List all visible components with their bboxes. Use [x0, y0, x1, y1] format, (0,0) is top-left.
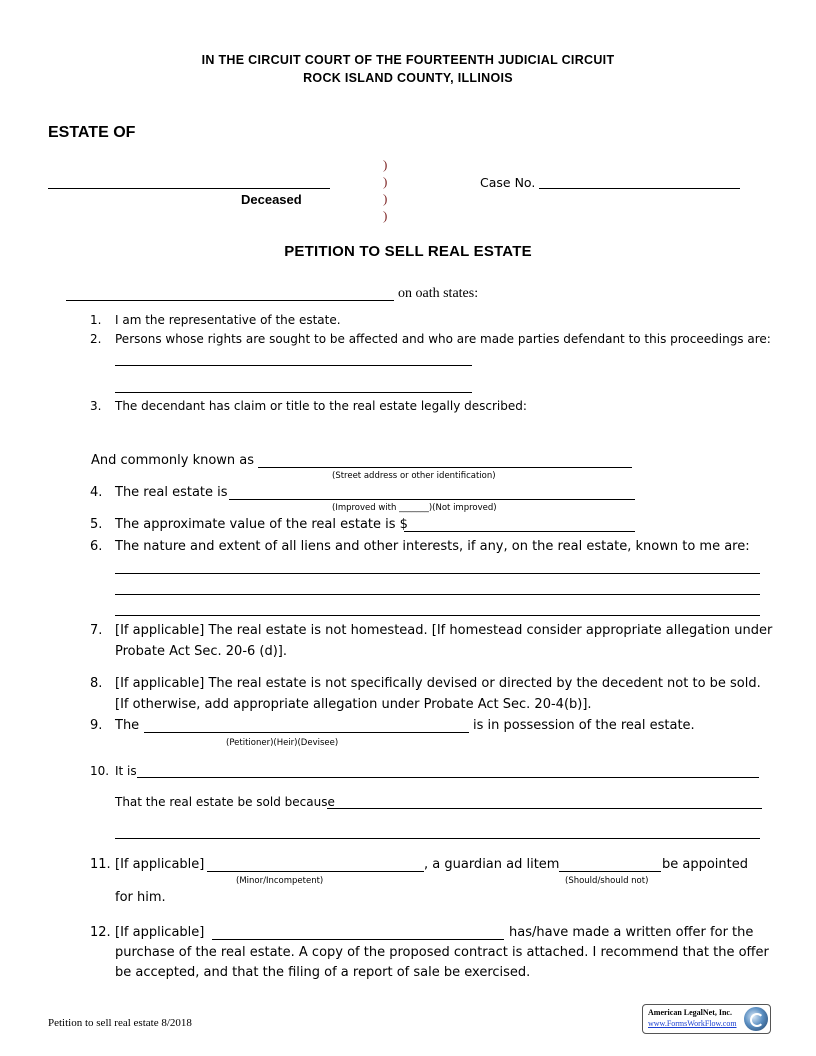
item-number: 3.: [90, 399, 102, 413]
it-is-field[interactable]: [137, 777, 759, 778]
item-4-text: The real estate is: [115, 485, 228, 500]
item-11-gal: , a guardian ad litem: [424, 857, 560, 872]
value-field[interactable]: [404, 531, 635, 532]
item-1-text: I am the representative of the estate.: [115, 313, 341, 327]
item-12-offer: has/have made a written offer for the: [509, 925, 754, 940]
logo-url[interactable]: www.FormsWorkFlow.com: [648, 1019, 737, 1028]
item-6-text: The nature and extent of all liens and other interests, if any, on the real estate, known to me are:: [115, 539, 750, 554]
item-9-the: The: [115, 718, 140, 733]
item-8-line-2: [If otherwise, add appropriate allegation under Probate Act Sec. 20-4(b)].: [115, 697, 592, 712]
liens-field-3[interactable]: [115, 615, 760, 616]
item-12-line-3: be accepted, and that the filing of a report of sale be exercised.: [115, 965, 531, 980]
item-9-text: is in possession of the real estate.: [473, 718, 695, 733]
case-no-field[interactable]: [539, 188, 740, 189]
liens-field-1[interactable]: [115, 573, 760, 574]
deceased-label: Deceased: [241, 192, 302, 207]
item-5-text: The approximate value of the real estate is $: [115, 517, 408, 532]
logo-company: American LegalNet, Inc.: [648, 1008, 732, 1017]
item-2-text: Persons whose rights are sought to be affected and who are made parties defendant to this proceedings are:: [115, 332, 771, 346]
defendant-field-2[interactable]: [115, 392, 472, 393]
sale-reason-field-2[interactable]: [115, 838, 760, 839]
item-3-text: The decendant has claim or title to the real estate legally described:: [115, 399, 527, 413]
item-number: 11.: [90, 857, 111, 872]
liens-field-2[interactable]: [115, 594, 760, 595]
court-name: IN THE CIRCUIT COURT OF THE FOURTEENTH JUDICIAL CIRCUIT: [201, 53, 615, 67]
minor-hint: (Minor/Incompetent): [236, 876, 324, 886]
item-12-line-2: purchase of the real estate. A copy of the proposed contract is attached. I recommend that the offer: [115, 945, 769, 960]
item-number: 1.: [90, 313, 102, 327]
improvement-hint: (Improved with _______)(Not improved): [332, 503, 497, 513]
document-title: PETITION TO SELL REAL ESTATE: [284, 243, 532, 260]
defendant-field-1[interactable]: [115, 365, 472, 366]
minor-field[interactable]: [207, 871, 424, 872]
caption-paren: ): [383, 174, 388, 189]
form-name: Petition to sell real estate 8/2018: [48, 1017, 192, 1029]
possessor-hint: (Petitioner)(Heir)(Devisee): [226, 738, 339, 748]
item-7-line-2: Probate Act Sec. 20-6 (d)].: [115, 644, 288, 659]
item-7-line-1: [If applicable] The real estate is not homestead. [If homestead consider appropriate allegation under: [115, 623, 773, 638]
item-11-appointed: be appointed: [662, 857, 749, 872]
item-10-it-is: It is: [115, 764, 137, 778]
item-number: 6.: [90, 539, 103, 554]
commonly-known-label: And commonly known as: [91, 453, 255, 468]
globe-icon: [744, 1007, 768, 1031]
common-address-field[interactable]: [258, 467, 632, 468]
common-address-hint: (Street address or other identification): [332, 471, 496, 481]
item-11-prefix: [If applicable]: [115, 857, 205, 872]
item-number: 4.: [90, 485, 103, 500]
legalnet-logo[interactable]: [642, 1004, 771, 1034]
estate-of-label: ESTATE OF: [48, 124, 136, 141]
item-number: 2.: [90, 332, 102, 346]
caption-paren: ): [383, 208, 388, 223]
item-number: 7.: [90, 623, 103, 638]
item-number: 5.: [90, 517, 103, 532]
should-hint: (Should/should not): [565, 876, 649, 886]
should-field[interactable]: [559, 871, 661, 872]
item-11-for-him: for him.: [115, 890, 166, 905]
sale-reason-field-1[interactable]: [327, 808, 762, 809]
caption-paren: ): [383, 191, 388, 206]
case-no-label: Case No.: [480, 175, 536, 190]
item-number: 8.: [90, 676, 103, 691]
item-number: 10.: [90, 764, 110, 778]
caption-paren: ): [383, 157, 388, 172]
petitioner-name-field[interactable]: [66, 300, 394, 301]
item-10-reason-label: That the real estate be sold because: [115, 795, 335, 809]
item-number: 12.: [90, 925, 111, 940]
oath-text: on oath states:: [398, 286, 479, 301]
possessor-field[interactable]: [144, 732, 469, 733]
decedent-name-field[interactable]: [48, 188, 330, 189]
county-name: ROCK ISLAND COUNTY, ILLINOIS: [303, 71, 513, 85]
item-8-line-1: [If applicable] The real estate is not specifically devised or directed by the decedent not to be sold.: [115, 676, 761, 691]
item-number: 9.: [90, 718, 103, 733]
offeror-field[interactable]: [212, 939, 504, 940]
item-12-prefix: [If applicable]: [115, 925, 205, 940]
improvement-field[interactable]: [229, 499, 635, 500]
